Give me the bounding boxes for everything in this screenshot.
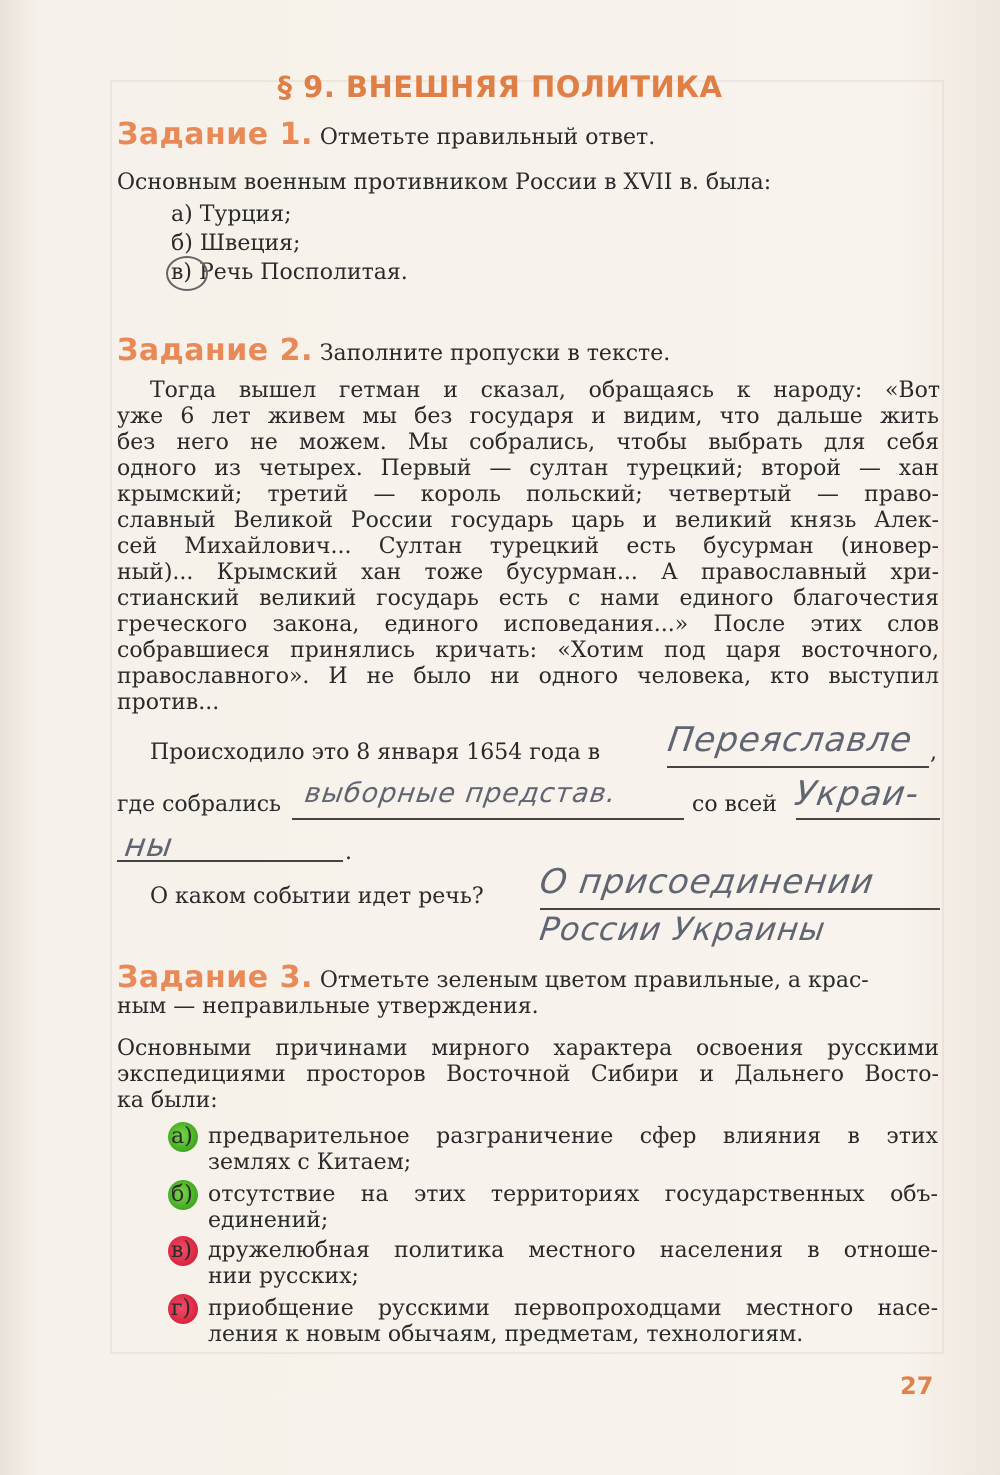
task1-option-a[interactable]	[171, 202, 292, 227]
task1-heading: Задание 1.	[117, 117, 313, 152]
handwritten-region-part2: ны	[122, 826, 176, 864]
task2-text-line: славный Великой России государь царь и великий князь Алек-	[117, 508, 939, 533]
fill-line1-prefix: Происходило это 8 января 1654 года в	[150, 740, 601, 765]
task1-question: Основным военным противником России в XVII в. была:	[117, 170, 772, 195]
task3-item-d-marker[interactable]: г)	[171, 1296, 192, 1321]
fill-line2-prefix: где собрались	[117, 792, 282, 817]
task3-question-line: экспедициями просторов Восточной Сибири и Дальнего Восто-	[117, 1062, 939, 1087]
task3-item-a-marker[interactable]: а)	[171, 1124, 193, 1149]
fill-line1-suffix: ,	[930, 740, 937, 765]
option-marker: а)	[171, 202, 193, 227]
section-title: § 9. ВНЕШНЯЯ ПОЛИТИКА	[277, 70, 723, 104]
task2-text-line: Тогда вышел гетман и сказал, обращаясь к народу: «Вот	[150, 378, 940, 403]
blank-place-underline[interactable]	[667, 766, 929, 768]
answer-circle-mark	[166, 256, 208, 291]
task3-question-line: ка были:	[117, 1088, 218, 1113]
handwritten-event-line2: России Украины	[537, 910, 829, 948]
task1-option-b[interactable]	[171, 231, 300, 256]
option-marker: б)	[171, 231, 193, 256]
fill-line2-middle: со всей	[692, 792, 777, 817]
task2-text-line: православного». И не было ни одного человека, кто выступил	[117, 664, 939, 689]
task2-text-line: собравшиеся принялись кричать: «Хотим под царя восточного,	[117, 638, 939, 663]
task3-instruction-line2: ным — неправильные утверждения.	[117, 994, 539, 1019]
option-text: Швеция;	[199, 231, 301, 256]
task2-text-line: греческого закона, единого исповедания...» После этих слов	[117, 612, 939, 637]
task2-text-line: без него не можем. Мы собрались, чтобы выбрать для себя	[117, 430, 939, 455]
task2-text-line: уже 6 лет живем мы без государя и видим, что дальше жить	[117, 404, 939, 429]
handwritten-event-line1: О присоединении	[537, 862, 877, 902]
task2-instruction: Заполните пропуски в тексте.	[319, 341, 671, 366]
option-marker: в)	[171, 260, 192, 285]
task3-instruction-line1: Отметьте зеленым цветом правильные, а крас-	[319, 968, 869, 993]
task2-header	[117, 333, 670, 368]
task2-text-line: против...	[117, 690, 220, 715]
task2-text-line: ный)... Крымский хан тоже бусурман... А православный хри-	[117, 560, 939, 585]
blank-region-underline[interactable]	[796, 818, 940, 820]
task3-item-a-line2: землях с Китаем;	[208, 1150, 412, 1175]
task1-instruction: Отметьте правильный ответ.	[319, 125, 656, 150]
task3-item-d-line2: ления к новым обычаям, предметам, технологиям.	[208, 1322, 804, 1347]
task3-header	[117, 960, 869, 995]
task3-item-a-line1: предварительное разграничение сфер влияния в этих	[208, 1124, 938, 1149]
task3-item-b-line2: единений;	[208, 1208, 329, 1233]
option-text: Турция;	[199, 202, 292, 227]
task3-item-c-line1: дружелюбная политика местного населения в отноше-	[208, 1238, 938, 1263]
handwritten-who: выборные представ.	[302, 778, 619, 809]
handwritten-region-part1: Украи-	[792, 774, 922, 814]
fill-line3-suffix: .	[345, 840, 352, 865]
task3-item-b-line1: отсутствие на этих территориях государственных объ-	[208, 1182, 938, 1207]
task1-header	[117, 117, 655, 152]
task2-heading: Задание 2.	[117, 333, 313, 368]
task3-item-b-marker[interactable]: б)	[171, 1182, 193, 1207]
task3-item-c-line2: нии русских;	[208, 1264, 359, 1289]
task3-heading: Задание 3.	[117, 960, 313, 995]
task3-item-d-line1: приобщение русскими первопроходцами местного насе-	[208, 1296, 938, 1321]
handwritten-place: Переяславле	[665, 720, 916, 760]
task2-text-line: стианский великий государь есть с нами единого благочестия	[117, 586, 939, 611]
task3-question-line: Основными причинами мирного характера освоения русскими	[117, 1036, 939, 1061]
task2-text-line: сей Михайлович... Султан турецкий есть бусурман (иновер-	[117, 534, 939, 559]
task2-text-line: одного из четырех. Первый — султан турецкий; второй — хан	[117, 456, 939, 481]
task2-question: О каком событии идет речь?	[150, 884, 484, 909]
blank-who-underline[interactable]	[292, 818, 684, 820]
option-text: Речь Посполитая.	[198, 260, 408, 285]
page-number: 27	[900, 1372, 934, 1400]
task2-text-line: крымский; третий — король польский; четвертый — право-	[117, 482, 939, 507]
task3-item-c-marker[interactable]: в)	[171, 1238, 192, 1263]
